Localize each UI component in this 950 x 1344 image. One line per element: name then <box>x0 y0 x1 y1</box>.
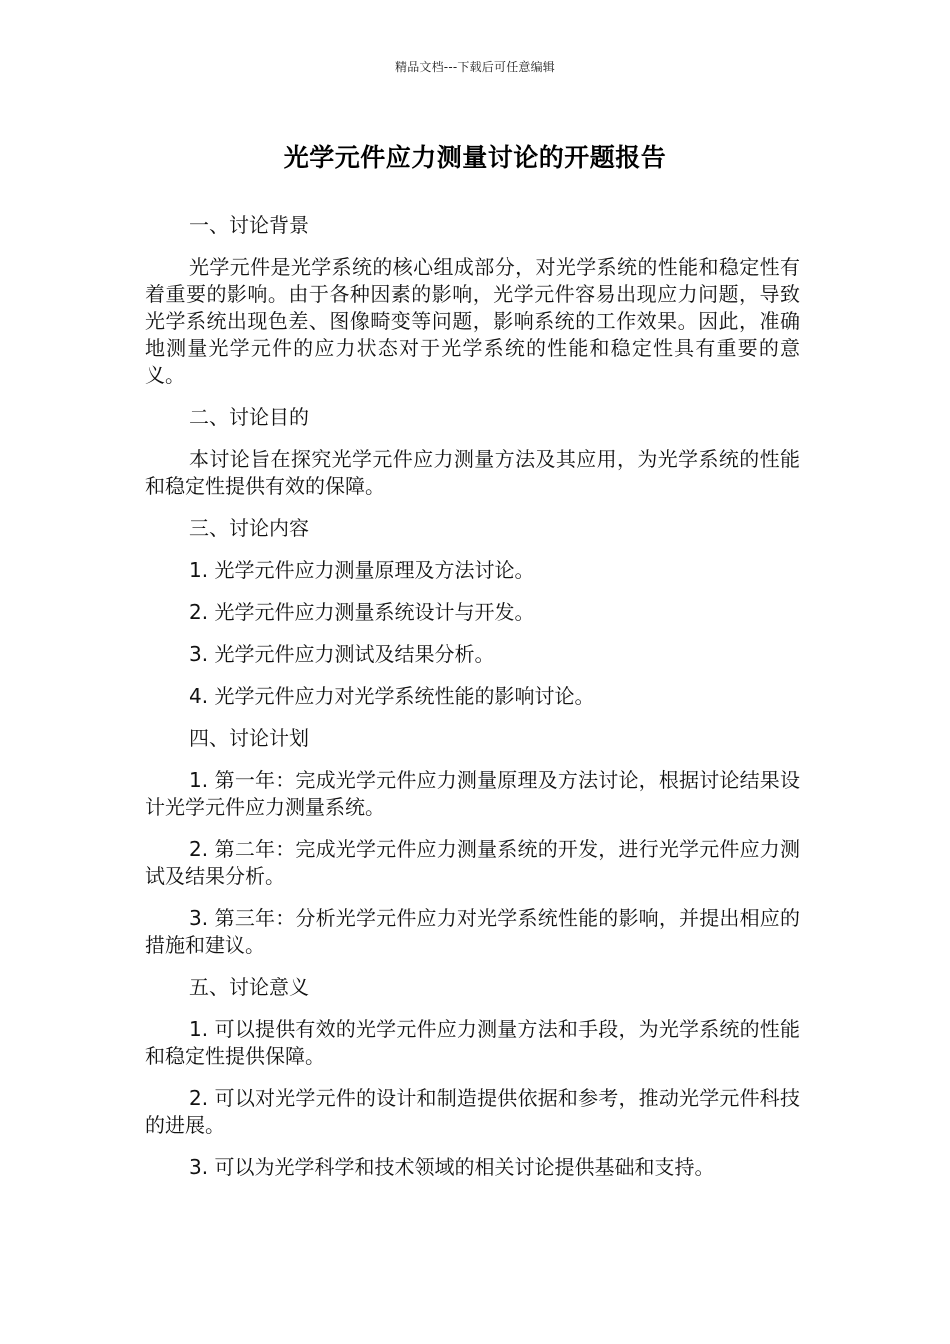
list-item: 2. 光学元件应力测量系统设计与开发。 <box>189 600 535 624</box>
list-item: 1. 可以提供有效的光学元件应力测量方法和手段，为光学系统的性能和稳定性提供保障。 <box>145 1017 800 1068</box>
section-heading-significance: 五、讨论意义 <box>189 975 309 999</box>
list-item: 2. 第二年：完成光学元件应力测量系统的开发，进行光学元件应力测试及结果分析。 <box>145 837 800 888</box>
section-heading-content: 三、讨论内容 <box>189 516 309 540</box>
list-item: 2. 可以对光学元件的设计和制造提供依据和参考，推动光学元件科技的进展。 <box>145 1086 800 1137</box>
section-heading-background: 一、讨论背景 <box>189 213 309 237</box>
list-item: 3. 光学元件应力测试及结果分析。 <box>189 642 495 666</box>
document-body <box>145 212 800 1196</box>
paragraph-purpose: 本讨论旨在探究光学元件应力测量方法及其应用，为光学系统的性能和稳定性提供有效的保障。 <box>145 447 800 498</box>
list-item: 4. 光学元件应力对光学系统性能的影响讨论。 <box>189 684 595 708</box>
document-title: 光学元件应力测量讨论的开题报告 <box>283 143 667 172</box>
list-item: 1. 第一年：完成光学元件应力测量原理及方法讨论，根据讨论结果设计光学元件应力测量系统。 <box>145 768 800 819</box>
paragraph-background: 光学元件是光学系统的核心组成部分，对光学系统的性能和稳定性有着重要的影响。由于各种因素的影响，光学元件容易出现应力问题，导致光学系统出现色差、图像畸变等问题，影响系统的工作效果。因此，准确地测量光学元件的应力状态对于光学系统的性能和稳定性具有重要的意义。 <box>145 255 800 387</box>
list-item: 3. 第三年：分析光学元件应力对光学系统性能的影响，并提出相应的措施和建议。 <box>145 906 800 957</box>
section-heading-purpose: 二、讨论目的 <box>189 405 309 429</box>
list-item: 3. 可以为光学科学和技术领域的相关讨论提供基础和支持。 <box>189 1155 715 1179</box>
header-note: 精品文档---下载后可任意编辑 <box>395 60 555 74</box>
section-heading-plan: 四、讨论计划 <box>189 726 309 750</box>
list-item: 1. 光学元件应力测量原理及方法讨论。 <box>189 558 535 582</box>
